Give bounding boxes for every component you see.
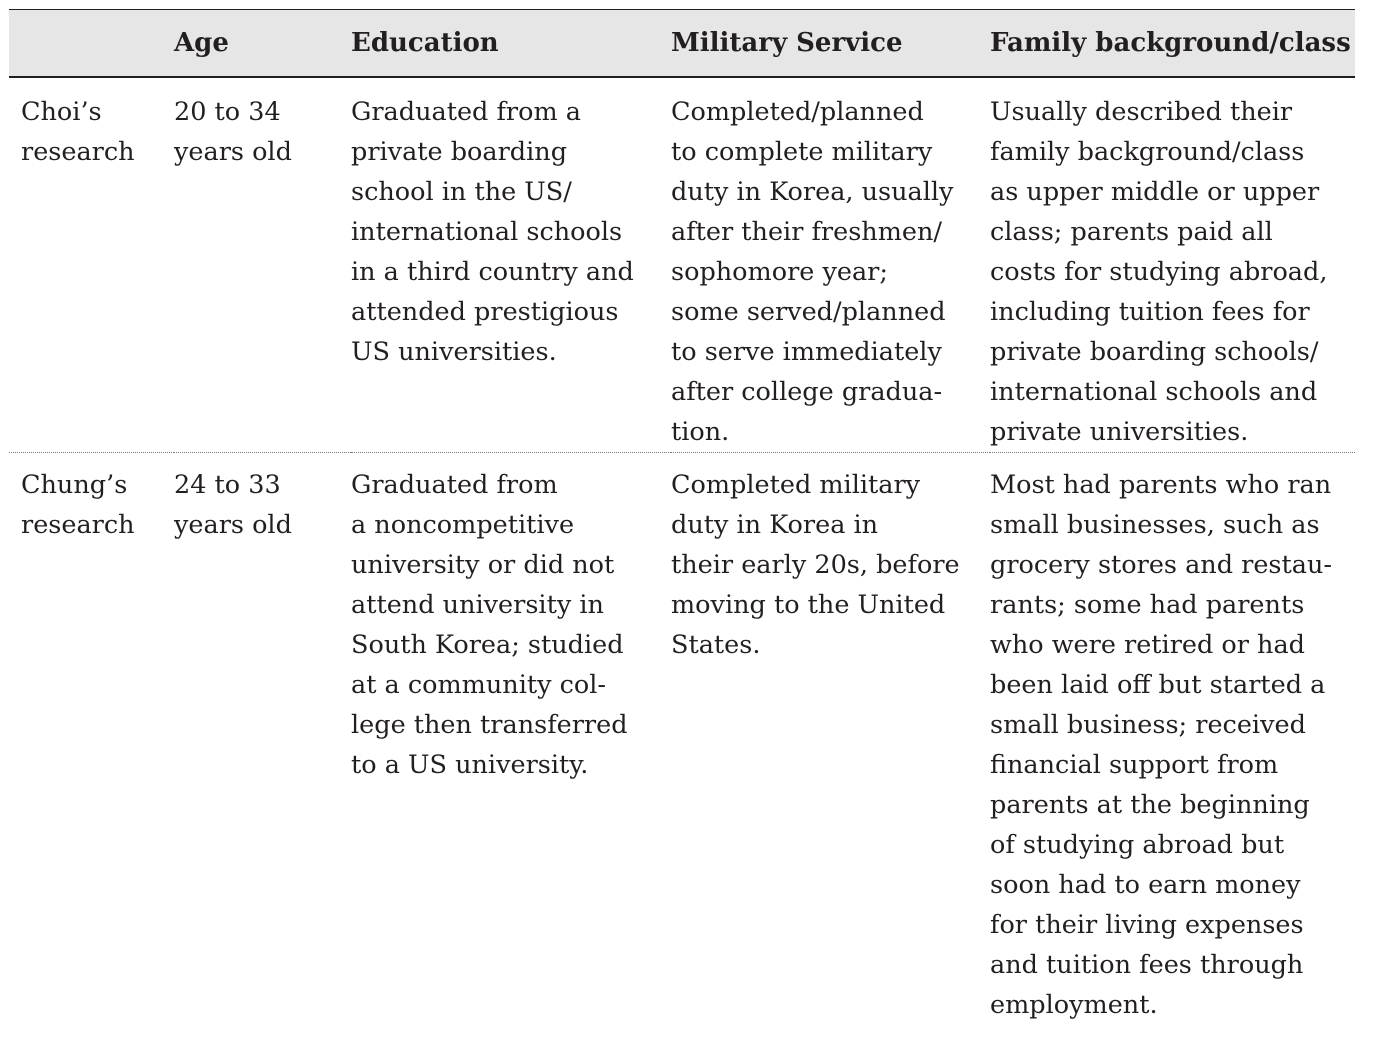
cell-line: Completed/planned (671, 97, 924, 127)
cell-line: Graduated from a (351, 97, 581, 127)
cell-line: school in the US/ (351, 177, 572, 207)
cell-line: attended prestigious (351, 297, 619, 327)
cell-line: 24 to 33 (174, 470, 281, 500)
cell-military-service (671, 453, 990, 1026)
cell-line: family background/class (990, 137, 1305, 167)
cell-line: Graduated from (351, 470, 558, 500)
header-education: Education (351, 28, 499, 58)
header-military-service: Military Service (671, 28, 903, 58)
table-row (9, 77, 1355, 453)
header-empty (9, 10, 174, 78)
cell-line: years old (174, 137, 292, 167)
cell-line: private boarding schools/ (990, 337, 1319, 367)
cell-line: Choi’s (21, 97, 102, 127)
cell-line: tion. (671, 417, 730, 447)
cell-line: after college gradua- (671, 377, 943, 407)
cell-line: a noncompetitive (351, 510, 575, 540)
cell-line: research (21, 137, 135, 167)
cell-line: who were retired or had (990, 630, 1306, 660)
cell-line: at a community col- (351, 670, 607, 700)
cell-line: to a US university. (351, 750, 589, 780)
cell-family-background (990, 453, 1355, 1026)
cell-line: Usually described their (990, 97, 1293, 127)
cell-line: sophomore year; (671, 257, 888, 287)
cell-line: soon had to earn money (990, 870, 1301, 900)
cell-line: to complete military (671, 137, 933, 167)
cell-line: moving to the United (671, 590, 946, 620)
cell-line: financial support from (990, 750, 1279, 780)
cell-line: including tuition fees for (990, 297, 1310, 327)
cell-line: small businesses, such as (990, 510, 1320, 540)
cell-source (9, 453, 174, 1026)
cell-line: States. (671, 630, 761, 660)
cell-line: rants; some had parents (990, 590, 1305, 620)
cell-line: duty in Korea in (671, 510, 879, 540)
cell-line: attend university in (351, 590, 604, 620)
cell-line: employment. (990, 990, 1158, 1020)
cell-line: private boarding (351, 137, 568, 167)
comparison-table (9, 9, 1355, 1025)
cell-line: their early 20s, before (671, 550, 960, 580)
cell-line: South Korea; studied (351, 630, 624, 660)
cell-education (351, 77, 671, 453)
cell-line: as upper middle or upper (990, 177, 1320, 207)
cell-line: of studying abroad but (990, 830, 1285, 860)
cell-line: university or did not (351, 550, 615, 580)
cell-line: after their freshmen/ (671, 217, 942, 247)
cell-line: US universities. (351, 337, 557, 367)
cell-line: costs for studying abroad, (990, 257, 1328, 287)
cell-line: duty in Korea, usually (671, 177, 954, 207)
cell-line: lege then transferred (351, 710, 628, 740)
cell-line: parents at the beginning (990, 790, 1310, 820)
cell-line: international schools (351, 217, 623, 247)
cell-line: some served/planned (671, 297, 946, 327)
cell-source (9, 77, 174, 453)
header-age: Age (174, 28, 229, 58)
cell-line: for their living expenses (990, 910, 1304, 940)
cell-line: to serve immediately (671, 337, 942, 367)
cell-line: in a third country and (351, 257, 634, 287)
cell-line: class; parents paid all (990, 217, 1273, 247)
cell-line: Most had parents who ran (990, 470, 1332, 500)
header-family-background: Family background/class (990, 28, 1351, 58)
cell-line: and tuition fees through (990, 950, 1304, 980)
cell-line: research (21, 510, 135, 540)
cell-line: international schools and (990, 377, 1318, 407)
cell-military-service (671, 77, 990, 453)
cell-line: Chung’s (21, 470, 128, 500)
cell-age (174, 77, 351, 453)
cell-line: been laid off but started a (990, 670, 1326, 700)
table-body (9, 77, 1355, 1025)
cell-line: Completed military (671, 470, 921, 500)
cell-line: grocery stores and restau- (990, 550, 1333, 580)
header-row (9, 10, 1355, 78)
table-row (9, 453, 1355, 1026)
cell-line: 20 to 34 (174, 97, 281, 127)
cell-family-background (990, 77, 1355, 453)
cell-line: private universities. (990, 417, 1249, 447)
comparison-table-container (9, 9, 1355, 1025)
cell-age (174, 453, 351, 1026)
table-header (9, 10, 1355, 78)
cell-education (351, 453, 671, 1026)
cell-line: small business; received (990, 710, 1306, 740)
cell-line: years old (174, 510, 292, 540)
